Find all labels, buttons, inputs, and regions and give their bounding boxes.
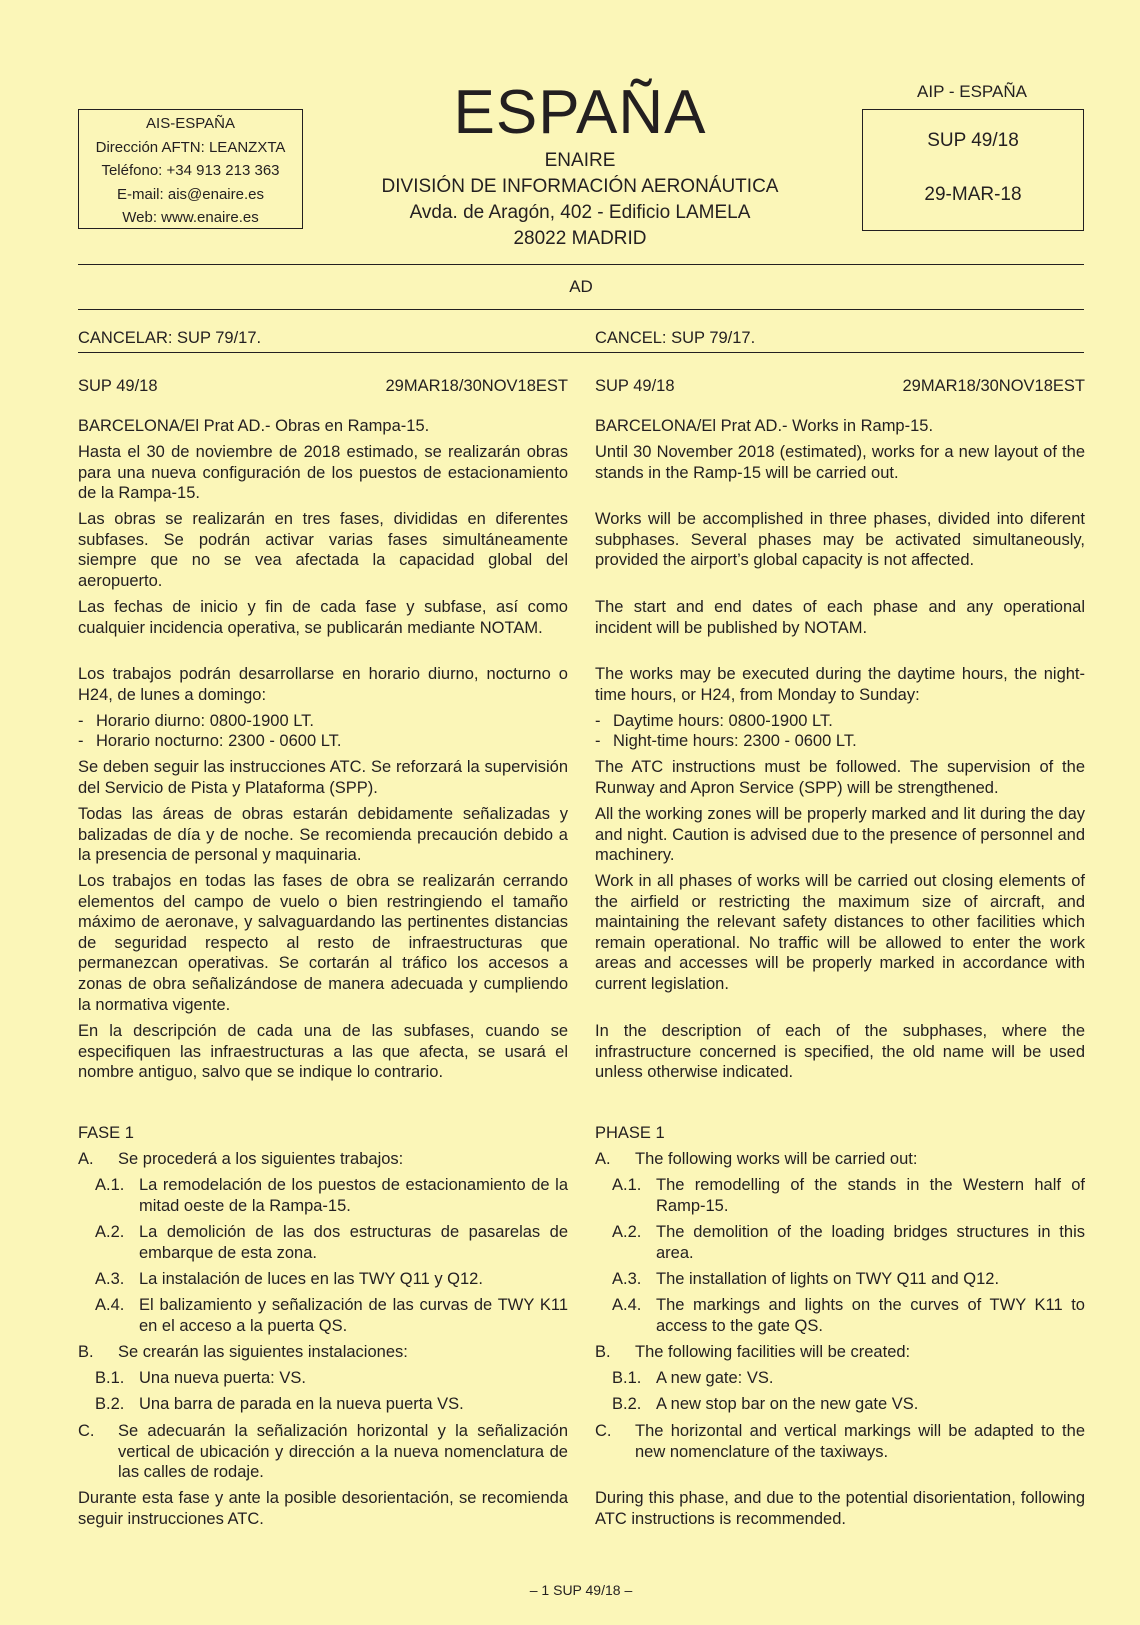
item-text: The following facilities will be created: [635,1343,911,1361]
item-marker: A.1. [612,1176,642,1194]
para-en-1: Until 30 November 2018 (estimated), works for a new layout of the stands in the Ramp-15 will be carried out. [595,443,1085,482]
para-en-8: In the description of each of the subphases, where the infrastructure concerned is specified, the old name will be used unless otherwise indicated. [595,1022,1085,1082]
item-marker: B.2. [95,1395,125,1413]
sup-box [862,109,1084,231]
contact-email: E-mail: ais@enaire.es [117,185,264,203]
contact-box [78,109,303,229]
title-es: BARCELONA/El Prat AD.- Obras en Rampa-15. [78,417,430,435]
item-en-a3 [595,1269,1085,1290]
phase-title-en: PHASE 1 [595,1124,665,1142]
item-es-a3 [78,1269,568,1290]
item-marker: A.2. [95,1223,125,1241]
para-es-1: Hasta el 30 de noviembre de 2018 estimado, se realizarán obras para una nueva configuración de los puestos de estacionamiento de la Rampa-15. [78,443,568,503]
cancel-rule [78,352,1084,353]
para-es-7: Los trabajos en todas las fases de obra se realizarán cerrando elementos del campo de vuelo o bien restringiendo el tamaño máximo de aeronave, y salvaguardando las pertinentes distancias de seguridad respecto al resto de infraestructuras que permanezcan operativas. Se cortarán al tráfico los accesos a zonas de obra señalizándose de manera adecuada y cumpliendo la normativa vigente. [78,872,568,1014]
item-marker: A. [78,1150,94,1168]
sup-date: 29-MAR-18 [924,184,1022,205]
para-en-3: The start and end dates of each phase and any operational incident will be published by NOTAM. [595,598,1085,637]
item-es-a4 [78,1295,568,1336]
item-marker: B.1. [95,1369,125,1387]
dash-marker: - [595,712,601,730]
item-es-b1 [78,1368,568,1389]
dash-marker: - [78,712,84,730]
item-text: La instalación de luces en las TWY Q11 y Q12. [139,1270,483,1288]
para-en-7: Work in all phases of works will be carried out closing elements of the airfield or restricting the maximum size of aircraft, and maintaining the relevant safety distances to other facilities which remain operational. No traffic will be allowed to enter the work areas and accesses will be properly marked in accordance with current legislation. [595,872,1085,993]
page-footer: – 1 SUP 49/18 – [529,1582,633,1598]
item-text: The remodelling of the stands in the Western half of Ramp-15. [656,1176,1085,1215]
contact-phone: Teléfono: +34 913 213 363 [101,162,280,179]
item-marker: C. [78,1422,95,1440]
para-en-5: The ATC instructions must be followed. The supervision of the Runway and Apron Service (SPP) will be strengthened. [595,758,1085,797]
sup-id-es: SUP 49/18 [78,377,158,395]
header-rule-top [78,264,1084,265]
item-marker: C. [595,1422,612,1440]
item-en-a1 [595,1175,1085,1216]
cancel-es: CANCELAR: SUP 79/17. [78,329,262,347]
item-text: The following works will be carried out: [635,1150,918,1168]
item-text: La remodelación de los puestos de estacionamiento de la mitad oeste de la Rampa-15. [139,1176,568,1215]
item-en-a2 [595,1222,1085,1263]
section-code: AD [569,277,593,296]
item-es-b2 [78,1394,568,1415]
dash-text: Night-time hours: 2300 - 0600 LT. [613,732,857,750]
para-es-3: Las fechas de inicio y fin de cada fase y subfase, así como cualquier incidencia operativa, se publicarán mediante NOTAM. [78,598,568,637]
para-en-2: Works will be accomplished in three phases, divided into diferent subphases. Several phases may be activated simultaneously, provided the airport’s global capacity is not affected. [595,510,1085,570]
contact-web: Web: www.enaire.es [122,209,259,226]
item-text: Se crearán las siguientes instalaciones: [118,1343,408,1361]
item-en-b2 [595,1394,1085,1415]
closing-es: Durante esta fase y ante la posible desorientación, se recomienda seguir instrucciones ATC. [78,1489,568,1528]
item-marker: A.1. [95,1176,125,1194]
dash-text: Horario nocturno: 2300 - 0600 LT. [96,732,342,750]
dash-marker: - [595,732,601,750]
item-en-b [595,1342,1085,1363]
item-marker: B. [78,1343,94,1361]
para-es-8: En la descripción de cada una de las subfases, cuando se especifiquen las infraestructuras a las que afecta, se usará el nombre antiguo, salvo que se indique lo contrario. [78,1022,568,1082]
item-text: Una barra de parada en la nueva puerta VS. [139,1395,464,1413]
item-marker: A.4. [95,1296,125,1314]
item-marker: A.3. [612,1270,642,1288]
item-text: The installation of lights on TWY Q11 and Q12. [656,1270,1000,1288]
para-es-5: Se deben seguir las instrucciones ATC. Se reforzará la supervisión del Servicio de Pista y Plataforma (SPP). [78,758,568,797]
item-en-a [595,1149,1085,1170]
item-marker: A.2. [612,1223,642,1241]
item-text: Se adecuarán la señalización horizontal y la señalización vertical de ubicación y dirección a la nueva nomenclatura de las calles de rodaje. [118,1422,568,1482]
item-text: El balizamiento y señalización de las curvas de TWY K11 en el acceso a la puerta QS. [139,1296,568,1335]
org-division: DIVISIÓN DE INFORMACIÓN AERONÁUTICA [381,176,779,197]
dash-item-en-1 [595,711,1085,732]
org-name: ENAIRE [544,150,616,171]
closing-en: During this phase, and due to the potential disorientation, following ATC instructions is recommended. [595,1489,1085,1528]
item-text: A new stop bar on the new gate VS. [656,1395,919,1413]
item-es-b [78,1342,568,1363]
dash-item-es-2 [78,731,568,752]
org-city: 28022 MADRID [513,228,647,249]
org-address: Avda. de Aragón, 402 - Edificio LAMELA [409,202,751,223]
item-es-a [78,1149,568,1170]
item-en-c [595,1421,1085,1462]
sup-number: SUP 49/18 [927,130,1019,151]
cancel-en: CANCEL: SUP 79/17. [595,329,756,347]
item-es-c [78,1421,568,1483]
item-es-a2 [78,1222,568,1263]
item-text: The markings and lights on the curves of TWY K11 to access to the gate QS. [656,1296,1085,1335]
item-text: A new gate: VS. [656,1369,774,1387]
item-marker: B. [595,1343,611,1361]
item-marker: A.3. [95,1270,125,1288]
item-marker: A.4. [612,1296,642,1314]
validity-es: 29MAR18/30NOV18EST [385,377,568,395]
item-marker: B.2. [612,1395,642,1413]
header-center [340,78,820,252]
item-text: Una nueva puerta: VS. [139,1369,306,1387]
para-en-4: The works may be executed during the daytime hours, the night-time hours, or H24, from Monday to Sunday: [595,665,1085,704]
dash-item-en-2 [595,731,1085,752]
dash-text: Horario diurno: 0800-1900 LT. [96,712,314,730]
item-en-a4 [595,1295,1085,1336]
para-es-2: Las obras se realizarán en tres fases, divididas en diferentes subfases. Se podrán activar varias fases simultáneamente siempre que no se vea afectada la capacidad global del aeropuerto. [78,510,568,590]
contact-aftn: Dirección AFTN: LEANZXTA [95,138,286,156]
sup-id-en: SUP 49/18 [595,377,675,395]
sup-line-es [78,376,568,397]
item-text: Se procederá a los siguientes trabajos: [118,1150,404,1168]
item-es-a1 [78,1175,568,1216]
title-en: BARCELONA/El Prat AD.- Works in Ramp-15. [595,417,934,435]
item-text: The demolition of the loading bridges structures in this area. [656,1223,1085,1262]
para-en-6: All the working zones will be properly marked and lit during the day and night. Caution is advised due to the presence of personnel and machinery. [595,805,1085,865]
contact-org: AIS-ESPAÑA [146,115,235,132]
item-marker: B.1. [612,1369,642,1387]
country-title: ESPAÑA [453,78,707,147]
phase-title-es: FASE 1 [78,1124,134,1142]
item-en-b1 [595,1368,1085,1389]
item-text: La demolición de las dos estructuras de pasarelas de embarque de esta zona. [139,1223,568,1262]
para-es-6: Todas las áreas de obras estarán debidamente señalizadas y balizadas de día y de noche. Se recomienda precaución debido a la presencia de personal y maquinaria. [78,805,568,865]
dash-marker: - [78,732,84,750]
item-marker: A. [595,1150,611,1168]
para-es-4: Los trabajos podrán desarrollarse en horario diurno, nocturno o H24, de lunes a domingo: [78,665,568,704]
dash-text: Daytime hours: 0800-1900 LT. [613,712,833,730]
header-rule-bottom [78,309,1084,310]
aip-label: AIP - ESPAÑA [917,82,1027,101]
dash-item-es-1 [78,711,568,732]
validity-en: 29MAR18/30NOV18EST [902,377,1085,395]
item-text: The horizontal and vertical markings will be adapted to the new nomenclature of the taxiways. [635,1422,1085,1461]
sup-line-en [595,376,1085,397]
